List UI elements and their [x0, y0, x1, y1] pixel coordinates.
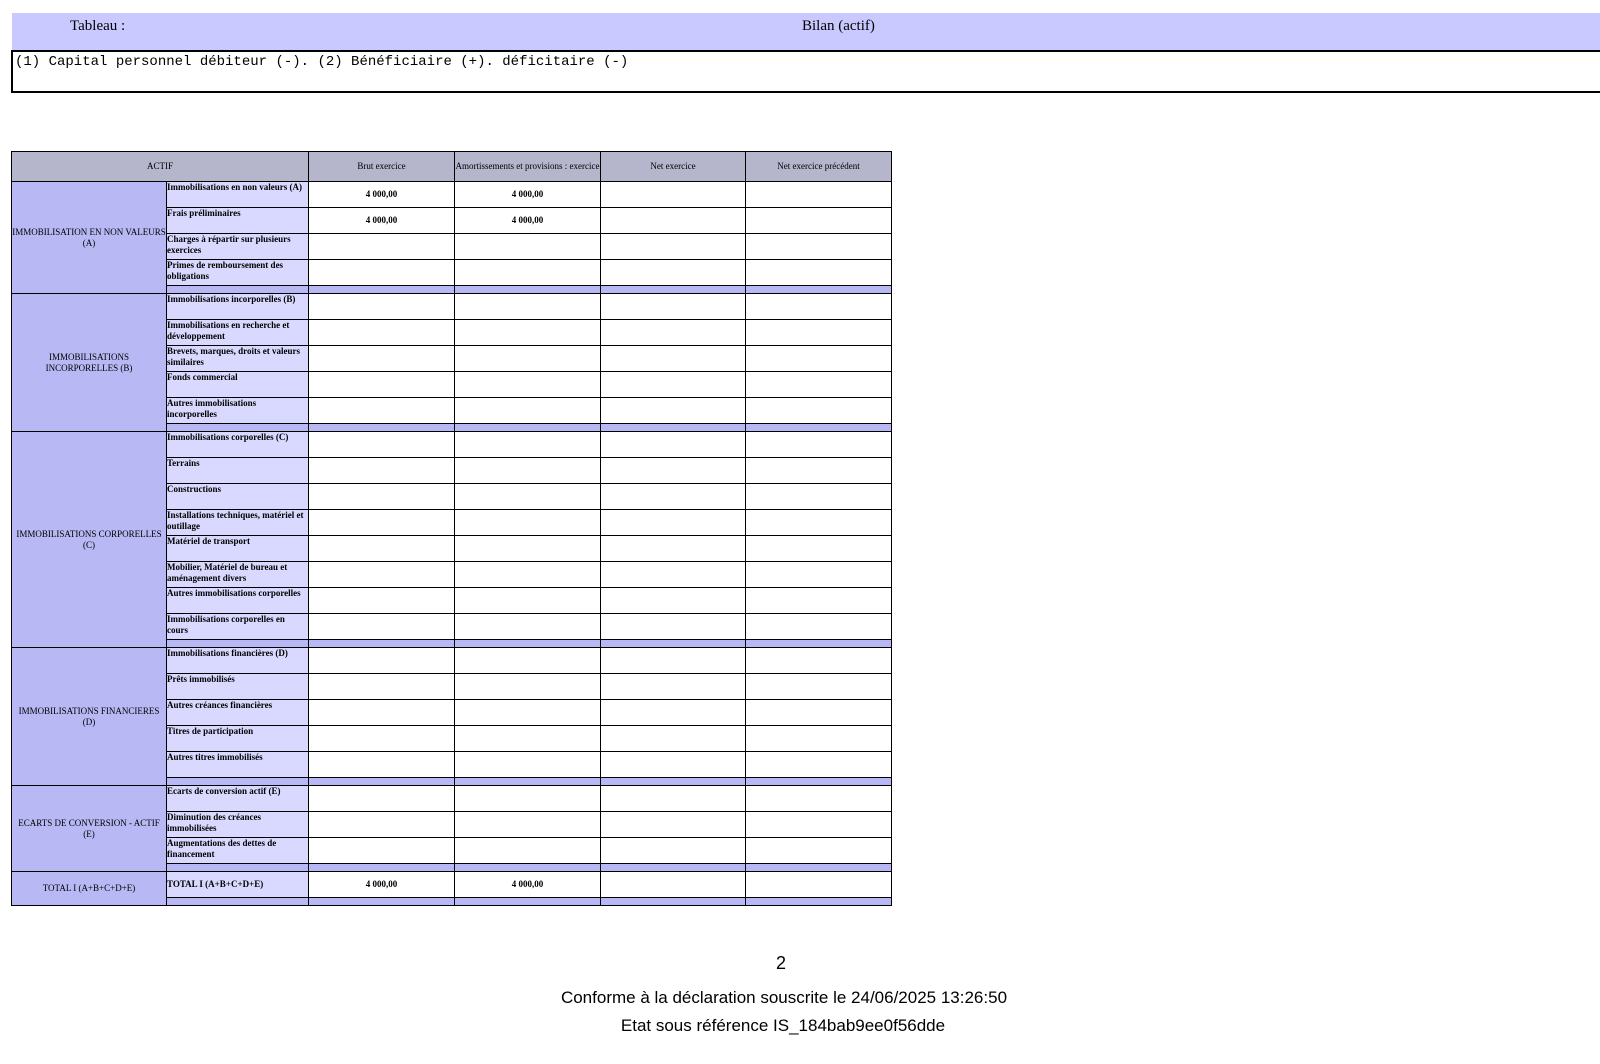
cell-brut — [309, 294, 455, 320]
cell-amort — [455, 320, 601, 346]
row-label: TOTAL I (A+B+C+D+E) — [167, 872, 309, 898]
separator-cell — [601, 286, 746, 294]
cell-net-prec — [746, 458, 892, 484]
separator-cell — [746, 640, 892, 648]
cell-net — [601, 398, 746, 424]
cell-net-prec — [746, 510, 892, 536]
separator-cell — [167, 424, 309, 432]
conformity-line — [0, 988, 1600, 1008]
cell-amort — [455, 458, 601, 484]
cell-net-prec — [746, 484, 892, 510]
cell-net-prec — [746, 208, 892, 234]
tableau-label: Tableau : — [70, 18, 126, 34]
separator-cell — [601, 864, 746, 872]
col-header-amort: Amortissements et provisions : exercice — [455, 152, 601, 182]
section-label: IMMOBILISATIONS FINANCIERES (D) — [12, 648, 167, 786]
cell-amort — [455, 648, 601, 674]
row-label: Terrains — [167, 458, 309, 484]
cell-brut — [309, 614, 455, 640]
conformity-text: Conforme à la déclaration souscrite le 24/06/2025 13:26:50 — [560, 988, 1008, 1007]
cell-net — [601, 752, 746, 778]
cell-net-prec — [746, 320, 892, 346]
separator-cell — [601, 640, 746, 648]
cell-brut — [309, 458, 455, 484]
table-body — [12, 182, 892, 906]
row-label: Titres de participation — [167, 726, 309, 752]
cell-net — [601, 726, 746, 752]
table-row — [12, 294, 892, 320]
col-header-net-prec: Net exercice précédent — [746, 152, 892, 182]
cell-amort — [455, 346, 601, 372]
cell-net — [601, 260, 746, 286]
section-label: IMMOBILISATIONS INCORPORELLES (B) — [12, 294, 167, 432]
row-label: Immobilisations en recherche et développement — [167, 320, 309, 346]
cell-net-prec — [746, 614, 892, 640]
cell-net — [601, 614, 746, 640]
cell-amort: 4 000,00 — [455, 182, 601, 208]
cell-amort — [455, 536, 601, 562]
cell-brut — [309, 510, 455, 536]
cell-amort — [455, 812, 601, 838]
separator-cell — [309, 286, 455, 294]
separator-cell — [167, 864, 309, 872]
cell-brut — [309, 648, 455, 674]
cell-brut — [309, 752, 455, 778]
page-number: 2 — [776, 953, 787, 973]
cell-net — [601, 786, 746, 812]
cell-brut — [309, 484, 455, 510]
header-band — [12, 13, 1600, 50]
cell-brut: 4 000,00 — [309, 208, 455, 234]
cell-net — [601, 872, 746, 898]
cell-net-prec — [746, 812, 892, 838]
cell-amort — [455, 432, 601, 458]
cell-amort — [455, 294, 601, 320]
cell-brut — [309, 786, 455, 812]
separator-cell — [601, 898, 746, 906]
cell-net-prec — [746, 648, 892, 674]
row-label: Immobilisations en non valeurs (A) — [167, 182, 309, 208]
cell-net-prec — [746, 182, 892, 208]
cell-net — [601, 536, 746, 562]
row-label: Autres immobilisations corporelles — [167, 588, 309, 614]
cell-brut: 4 000,00 — [309, 872, 455, 898]
cell-amort — [455, 562, 601, 588]
table-row — [12, 786, 892, 812]
cell-amort — [455, 588, 601, 614]
separator-cell — [746, 864, 892, 872]
cell-net — [601, 208, 746, 234]
separator-cell — [455, 640, 601, 648]
separator-cell — [167, 778, 309, 786]
row-label: Immobilisations financières (D) — [167, 648, 309, 674]
cell-amort — [455, 510, 601, 536]
cell-brut — [309, 398, 455, 424]
cell-brut — [309, 838, 455, 864]
separator-cell — [309, 424, 455, 432]
cell-net-prec — [746, 398, 892, 424]
separator-cell — [309, 640, 455, 648]
cell-net — [601, 182, 746, 208]
note-box — [11, 50, 1600, 93]
row-label: Autres immobilisations incorporelles — [167, 398, 309, 424]
cell-net — [601, 372, 746, 398]
separator-cell — [455, 898, 601, 906]
cell-net-prec — [746, 562, 892, 588]
cell-amort — [455, 838, 601, 864]
section-label: IMMOBILISATIONS CORPORELLES (C) — [12, 432, 167, 648]
cell-amort — [455, 234, 601, 260]
page-title: Bilan (actif) — [802, 18, 875, 34]
cell-net-prec — [746, 432, 892, 458]
row-label: Charges à répartir sur plusieurs exercices — [167, 234, 309, 260]
row-label: Augmentations des dettes de financement — [167, 838, 309, 864]
row-label: Matériel de transport — [167, 536, 309, 562]
cell-amort — [455, 752, 601, 778]
separator-cell — [601, 778, 746, 786]
separator-cell — [167, 286, 309, 294]
cell-net — [601, 588, 746, 614]
col-header-actif: ACTIF — [12, 152, 309, 182]
table-row — [12, 432, 892, 458]
cell-net-prec — [746, 752, 892, 778]
cell-amort — [455, 786, 601, 812]
row-label: Immobilisations incorporelles (B) — [167, 294, 309, 320]
cell-net-prec — [746, 536, 892, 562]
table-row — [12, 648, 892, 674]
col-header-brut: Brut exercice — [309, 152, 455, 182]
col-header-net: Net exercice — [601, 152, 746, 182]
separator-cell — [746, 424, 892, 432]
cell-net-prec — [746, 372, 892, 398]
cell-brut — [309, 372, 455, 398]
cell-net — [601, 812, 746, 838]
cell-net-prec — [746, 294, 892, 320]
cell-net-prec — [746, 674, 892, 700]
cell-net — [601, 674, 746, 700]
separator-cell — [746, 898, 892, 906]
table-header-row — [12, 152, 892, 182]
cell-net — [601, 458, 746, 484]
cell-brut — [309, 536, 455, 562]
cell-amort — [455, 260, 601, 286]
cell-brut: 4 000,00 — [309, 182, 455, 208]
cell-amort: 4 000,00 — [455, 872, 601, 898]
cell-net-prec — [746, 838, 892, 864]
row-label: Ecarts de conversion actif (E) — [167, 786, 309, 812]
cell-net — [601, 432, 746, 458]
row-label: Autres titres immobilisés — [167, 752, 309, 778]
cell-net — [601, 562, 746, 588]
cell-net-prec — [746, 588, 892, 614]
row-label: Installations techniques, matériel et outillage — [167, 510, 309, 536]
cell-amort — [455, 398, 601, 424]
cell-brut — [309, 562, 455, 588]
cell-brut — [309, 726, 455, 752]
reference-line — [0, 1016, 1600, 1036]
row-label: Primes de remboursement des obligations — [167, 260, 309, 286]
row-label: Constructions — [167, 484, 309, 510]
cell-brut — [309, 812, 455, 838]
cell-net — [601, 648, 746, 674]
section-label: ECARTS DE CONVERSION - ACTIF (E) — [12, 786, 167, 872]
separator-cell — [167, 640, 309, 648]
cell-brut — [309, 588, 455, 614]
row-label: Frais préliminaires — [167, 208, 309, 234]
table-row — [12, 182, 892, 208]
row-label: Diminution des créances immobilisées — [167, 812, 309, 838]
cell-amort — [455, 614, 601, 640]
separator-cell — [167, 898, 309, 906]
section-label: TOTAL I (A+B+C+D+E) — [12, 872, 167, 906]
cell-amort — [455, 674, 601, 700]
separator-cell — [309, 778, 455, 786]
cell-brut — [309, 432, 455, 458]
separator-cell — [455, 424, 601, 432]
row-label: Immobilisations corporelles en cours — [167, 614, 309, 640]
cell-net-prec — [746, 346, 892, 372]
row-label: Mobilier, Matériel de bureau et aménagement divers — [167, 562, 309, 588]
separator-cell — [455, 286, 601, 294]
cell-net — [601, 320, 746, 346]
table-row — [12, 872, 892, 898]
row-label: Immobilisations corporelles (C) — [167, 432, 309, 458]
separator-cell — [309, 864, 455, 872]
separator-cell — [601, 424, 746, 432]
cell-net — [601, 838, 746, 864]
cell-net — [601, 510, 746, 536]
cell-amort — [455, 700, 601, 726]
cell-amort — [455, 484, 601, 510]
reference-text: Etat sous référence IS_184bab9ee0f56dde — [620, 1016, 946, 1035]
cell-net — [601, 484, 746, 510]
row-label: Fonds commercial — [167, 372, 309, 398]
section-label: IMMOBILISATION EN NON VALEURS (A) — [12, 182, 167, 294]
cell-net-prec — [746, 786, 892, 812]
row-label: Brevets, marques, droits et valeurs similaires — [167, 346, 309, 372]
cell-net-prec — [746, 260, 892, 286]
cell-amort: 4 000,00 — [455, 208, 601, 234]
cell-net-prec — [746, 872, 892, 898]
cell-brut — [309, 234, 455, 260]
cell-brut — [309, 700, 455, 726]
cell-net — [601, 700, 746, 726]
note-text: (1) Capital personnel débiteur (-). (2) Bénéficiaire (+). déficitaire (-) — [15, 54, 629, 70]
separator-cell — [746, 778, 892, 786]
cell-brut — [309, 320, 455, 346]
cell-brut — [309, 346, 455, 372]
separator-cell — [746, 286, 892, 294]
cell-brut — [309, 674, 455, 700]
cell-net-prec — [746, 726, 892, 752]
bilan-actif-table — [11, 151, 892, 906]
cell-amort — [455, 372, 601, 398]
cell-net — [601, 234, 746, 260]
cell-net-prec — [746, 700, 892, 726]
row-label: Autres créances financières — [167, 700, 309, 726]
cell-brut — [309, 260, 455, 286]
separator-cell — [455, 864, 601, 872]
separator-cell — [455, 778, 601, 786]
cell-amort — [455, 726, 601, 752]
cell-net — [601, 294, 746, 320]
cell-net-prec — [746, 234, 892, 260]
row-label: Prêts immobilisés — [167, 674, 309, 700]
cell-net — [601, 346, 746, 372]
separator-cell — [309, 898, 455, 906]
